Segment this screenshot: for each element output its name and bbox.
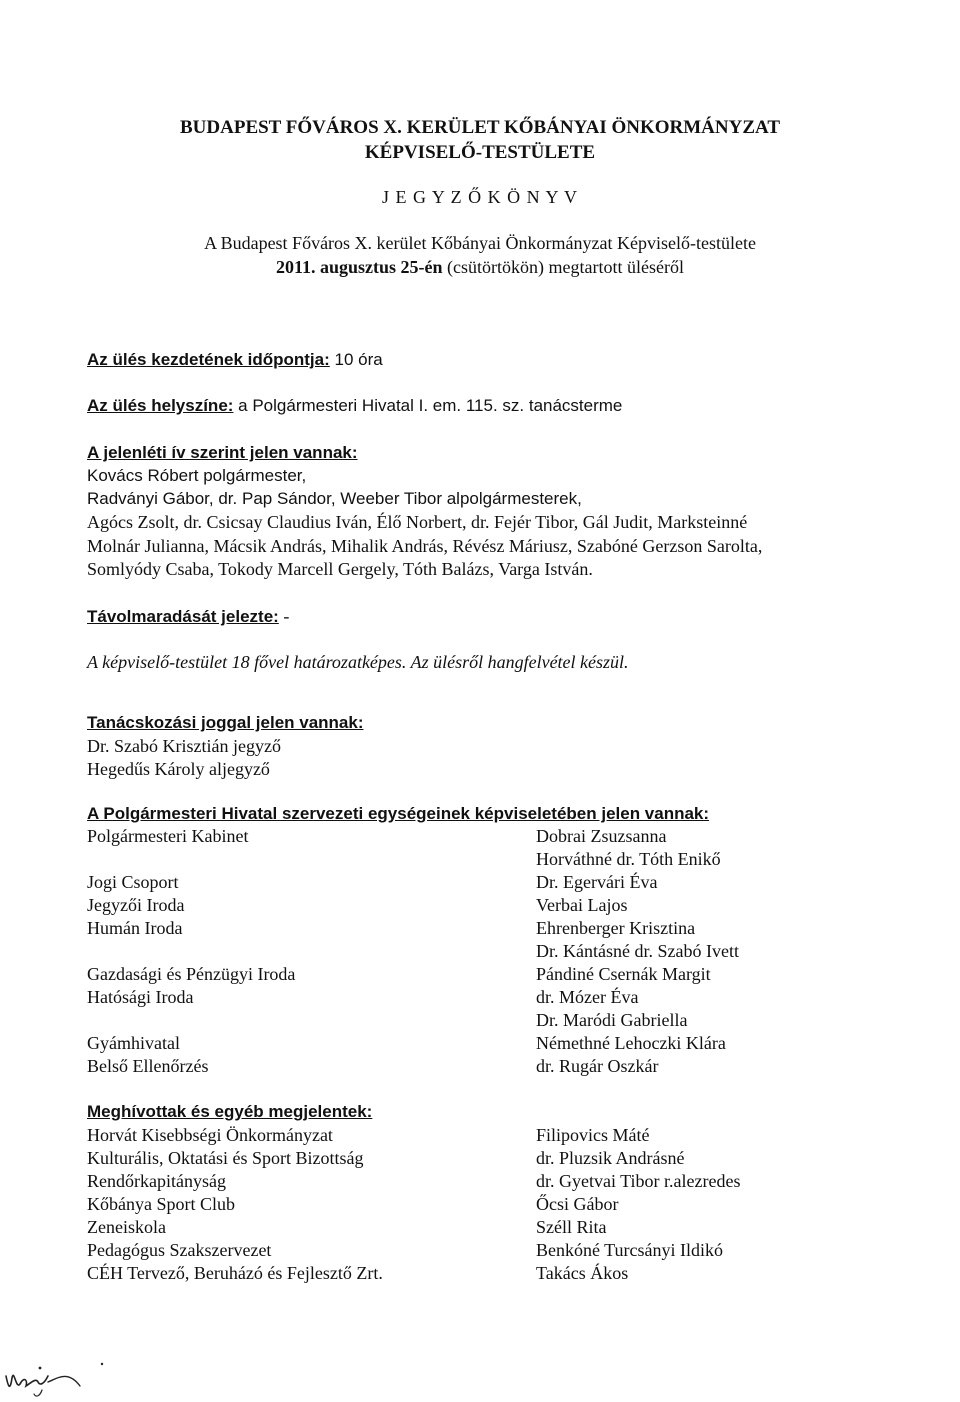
attendance-line: Molnár Julianna, Mácsik András, Mihalik András, Révész Máriusz, Szabóné Gerzson Sarolta,: [87, 536, 763, 556]
office-unit: Gazdasági és Pénzügyi Iroda: [87, 964, 296, 984]
invited-org: Zeneiskola: [87, 1217, 166, 1237]
office-row: [87, 918, 847, 939]
office-unit: Jogi Csoport: [87, 872, 179, 892]
meeting-place-value: a Polgármesteri Hivatal I. em. 115. sz. tanácsterme: [233, 396, 623, 415]
handwritten-signature: [2, 1356, 112, 1400]
office-person: dr. Rugár Oszkár: [536, 1056, 659, 1076]
absent-value: -: [278, 606, 290, 626]
invited-person: dr. Gyetvai Tibor r.alezredes: [536, 1171, 741, 1191]
meeting-place: [87, 396, 622, 416]
office-person: Dobrai Zsuzsanna: [536, 826, 667, 846]
office-row: [87, 849, 847, 870]
office-person: dr. Mózer Éva: [536, 987, 639, 1007]
office-person: Dr. Egervári Éva: [536, 872, 658, 892]
invited-person: Széll Rita: [536, 1217, 607, 1237]
invited-person: Benkóné Turcsányi Ildikó: [536, 1240, 723, 1260]
invited-org: Pedagógus Szakszervezet: [87, 1240, 272, 1260]
invited-row: [87, 1263, 847, 1284]
office-row: [87, 1033, 847, 1054]
subtitle-line-1: A Budapest Főváros X. kerület Kőbányai Önkormányzat Képviselő-testülete: [204, 233, 756, 253]
invited-row: [87, 1194, 847, 1215]
invited-org: Kőbánya Sport Club: [87, 1194, 235, 1214]
invited-person: Filipovics Máté: [536, 1125, 650, 1145]
attendance-line: Kovács Róbert polgármester,: [87, 466, 307, 485]
attendance-line: Agócs Zsolt, dr. Csicsay Claudius Iván, Élő Norbert, dr. Fejér Tibor, Gál Judit, Marksteinné: [87, 512, 748, 532]
quorum-note: A képviselő-testület 18 fővel határozatképes. Az ülésről hangfelvétel készül.: [87, 652, 629, 672]
office-row: [87, 941, 847, 962]
attendance-label: A jelenléti ív szerint jelen vannak:: [87, 443, 358, 462]
office-unit: Belső Ellenőrzés: [87, 1056, 209, 1076]
meeting-start: [87, 350, 383, 370]
invited-row: [87, 1148, 847, 1169]
invited-row: [87, 1240, 847, 1261]
absent-line: [87, 606, 289, 627]
office-person: Ehrenberger Krisztina: [536, 918, 696, 938]
invited-row: [87, 1171, 847, 1192]
meeting-date-rest: (csütörtökön) megtartott üléséről: [442, 257, 684, 277]
office-row: [87, 895, 847, 916]
office-person: Pándiné Csernák Margit: [536, 964, 711, 984]
invited-row: [87, 1125, 847, 1146]
meeting-start-value: 10 óra: [329, 350, 383, 369]
invited-row: [87, 1217, 847, 1238]
invited-org: Horvát Kisebbségi Önkormányzat: [87, 1125, 333, 1145]
advisory-line: Hegedűs Károly aljegyző: [87, 759, 270, 779]
office-row: [87, 826, 847, 847]
office-person: Horváthné dr. Tóth Enikő: [536, 849, 721, 869]
office-row: [87, 987, 847, 1008]
office-row: [87, 1010, 847, 1031]
invited-org: Rendőrkapitányság: [87, 1171, 226, 1191]
office-label: A Polgármesteri Hivatal szervezeti egységeinek képviseletében jelen vannak:: [87, 804, 710, 823]
advisory-line: Dr. Szabó Krisztián jegyző: [87, 736, 281, 756]
invited-person: Takács Ákos: [536, 1263, 629, 1283]
attendance-line: Somlyódy Csaba, Tokody Marcell Gergely, Tóth Balázs, Varga István.: [87, 559, 593, 579]
header-line-2: KÉPVISELŐ-TESTÜLETE: [364, 142, 596, 163]
header-line-1: BUDAPEST FŐVÁROS X. KERÜLET KŐBÁNYAI ÖNKORMÁNYZAT: [180, 117, 780, 138]
document-title: J E G Y Z Ő K Ö N Y V: [382, 187, 578, 207]
office-unit: [87, 941, 536, 962]
office-person: Némethné Lehoczki Klára: [536, 1033, 726, 1053]
invited-person: dr. Pluzsik Andrásné: [536, 1148, 685, 1168]
office-person: Dr. Kántásné dr. Szabó Ivett: [536, 941, 739, 961]
office-unit: Humán Iroda: [87, 918, 183, 938]
meeting-date: 2011. augusztus 25-én: [276, 257, 443, 277]
office-row: [87, 964, 847, 985]
invited-label: Meghívottak és egyéb megjelentek:: [87, 1102, 373, 1121]
office-unit: [87, 849, 536, 870]
advisory-label: Tanácskozási joggal jelen vannak:: [87, 713, 364, 732]
office-unit: [87, 1010, 536, 1031]
invited-person: Őcsi Gábor: [536, 1194, 619, 1214]
meeting-start-label: Az ülés kezdetének időpontja:: [87, 350, 330, 369]
office-row: [87, 872, 847, 893]
attendance-line: Radványi Gábor, dr. Pap Sándor, Weeber Tibor alpolgármesterek,: [87, 489, 582, 508]
office-row: [87, 1056, 847, 1077]
invited-org: Kulturális, Oktatási és Sport Bizottság: [87, 1148, 364, 1168]
office-unit: Jegyzői Iroda: [87, 895, 185, 915]
office-person: Dr. Maródi Gabriella: [536, 1010, 688, 1030]
meeting-place-label: Az ülés helyszíne:: [87, 396, 234, 415]
office-unit: Polgármesteri Kabinet: [87, 826, 249, 846]
subtitle-line-2: [0, 257, 960, 278]
absent-label: Távolmaradását jelezte:: [87, 607, 279, 626]
office-unit: Gyámhivatal: [87, 1033, 180, 1053]
invited-org: CÉH Tervező, Beruházó és Fejlesztő Zrt.: [87, 1263, 383, 1283]
office-person: Verbai Lajos: [536, 895, 628, 915]
office-unit: Hatósági Iroda: [87, 987, 194, 1007]
